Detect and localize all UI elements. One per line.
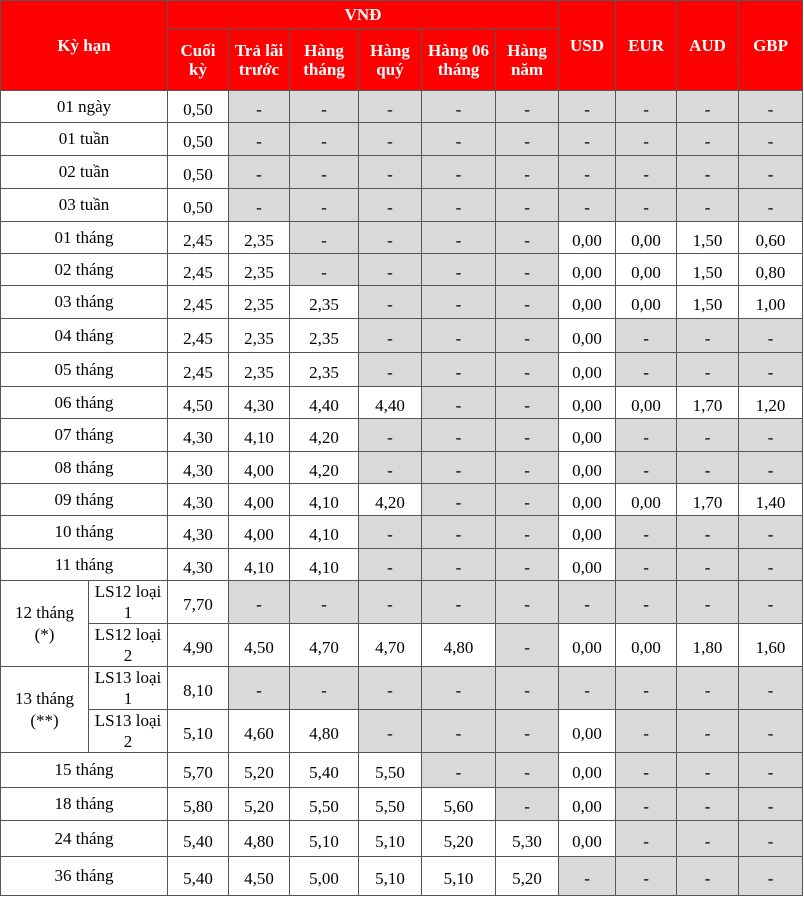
- table-row: [1, 821, 803, 857]
- rate-cell: -: [677, 353, 739, 387]
- rate-cell: -: [677, 91, 739, 123]
- rate-cell: 4,20: [290, 419, 359, 452]
- table-row: [1, 254, 803, 286]
- rate-cell: 1,50: [677, 254, 739, 286]
- term-header: Kỳ hạn: [1, 1, 168, 91]
- rate-cell: 5,20: [422, 821, 496, 857]
- col-header-semiannual: Hàng 06 tháng: [422, 29, 496, 91]
- rate-cell: 4,30: [168, 419, 229, 452]
- rate-cell: 4,40: [359, 387, 422, 419]
- col-header-usd: USD: [559, 1, 616, 91]
- term-label: 15 tháng: [1, 753, 168, 788]
- rate-cell: -: [496, 419, 559, 452]
- rate-cell: -: [496, 387, 559, 419]
- rate-cell: 2,35: [229, 286, 290, 319]
- rate-cell: 1,60: [739, 624, 803, 667]
- term-label: 11 tháng: [1, 549, 168, 581]
- rate-cell: -: [616, 788, 677, 821]
- rate-cell: 4,00: [229, 484, 290, 516]
- rate-cell: 0,00: [559, 821, 616, 857]
- rate-cell: -: [422, 581, 496, 624]
- rate-cell: -: [359, 549, 422, 581]
- rate-cell: 4,10: [290, 484, 359, 516]
- table-row: [1, 624, 803, 667]
- rate-cell: 1,70: [677, 387, 739, 419]
- rate-cell: -: [559, 156, 616, 189]
- rate-cell: -: [616, 549, 677, 581]
- rate-cell: -: [739, 788, 803, 821]
- sub-term-label: LS12 loại 1: [89, 581, 168, 624]
- rate-cell: 0,00: [559, 624, 616, 667]
- rate-cell: -: [496, 353, 559, 387]
- rate-cell: -: [616, 123, 677, 156]
- rate-cell: 1,20: [739, 387, 803, 419]
- term-label: 01 ngày: [1, 91, 168, 123]
- rate-cell: -: [359, 419, 422, 452]
- rate-cell: 0,50: [168, 156, 229, 189]
- rate-cell: 5,10: [359, 857, 422, 896]
- rate-cell: 5,20: [496, 857, 559, 896]
- rate-cell: 0,00: [559, 353, 616, 387]
- rate-cell: 5,20: [229, 753, 290, 788]
- rate-cell: -: [677, 710, 739, 753]
- col-header-monthly: Hàng tháng: [290, 29, 359, 91]
- rate-cell: -: [496, 156, 559, 189]
- rate-cell: -: [616, 452, 677, 484]
- rate-cell: 4,30: [168, 484, 229, 516]
- rate-cell: -: [229, 581, 290, 624]
- rate-cell: 4,00: [229, 452, 290, 484]
- col-header-aud: AUD: [677, 1, 739, 91]
- table-row: [1, 857, 803, 896]
- rate-cell: 0,00: [559, 319, 616, 353]
- rate-cell: 2,35: [290, 319, 359, 353]
- rate-cell: -: [677, 319, 739, 353]
- rate-cell: 0,00: [559, 788, 616, 821]
- sub-term-label: LS13 loại 2: [89, 710, 168, 753]
- rate-cell: -: [496, 189, 559, 222]
- rate-cell: -: [422, 387, 496, 419]
- term-label: 01 tháng: [1, 222, 168, 254]
- rate-cell: -: [739, 549, 803, 581]
- table-row: [1, 123, 803, 156]
- rate-cell: 0,00: [616, 484, 677, 516]
- rate-cell: 2,45: [168, 319, 229, 353]
- rate-cell: 8,10: [168, 667, 229, 710]
- rate-cell: 0,00: [616, 387, 677, 419]
- rate-cell: 0,00: [559, 452, 616, 484]
- rate-cell: -: [359, 189, 422, 222]
- rate-cell: -: [422, 484, 496, 516]
- rate-cell: 5,10: [359, 821, 422, 857]
- rate-cell: -: [496, 624, 559, 667]
- rate-cell: 4,30: [229, 387, 290, 419]
- rate-cell: 0,00: [559, 222, 616, 254]
- rate-cell: 4,90: [168, 624, 229, 667]
- rate-cell: -: [616, 710, 677, 753]
- col-header-quarterly: Hàng quý: [359, 29, 422, 91]
- rate-cell: -: [290, 581, 359, 624]
- rate-cell: 5,50: [359, 788, 422, 821]
- rate-cell: 5,60: [422, 788, 496, 821]
- rate-cell: 5,40: [168, 821, 229, 857]
- rate-cell: -: [616, 419, 677, 452]
- rate-cell: -: [422, 254, 496, 286]
- rate-cell: -: [616, 516, 677, 549]
- rate-cell: 1,40: [739, 484, 803, 516]
- table-row: [1, 549, 803, 581]
- rate-cell: 5,40: [168, 857, 229, 896]
- rate-cell: 2,45: [168, 286, 229, 319]
- rate-cell: -: [616, 91, 677, 123]
- rate-cell: -: [677, 156, 739, 189]
- rate-cell: -: [739, 710, 803, 753]
- rate-cell: -: [739, 753, 803, 788]
- rate-cell: -: [616, 156, 677, 189]
- term-label: 10 tháng: [1, 516, 168, 549]
- rate-cell: -: [359, 353, 422, 387]
- rate-cell: -: [422, 123, 496, 156]
- table-row: [1, 581, 803, 624]
- rate-cell: -: [739, 189, 803, 222]
- rate-cell: 7,70: [168, 581, 229, 624]
- rate-cell: 0,00: [559, 254, 616, 286]
- table-row: [1, 788, 803, 821]
- rate-cell: -: [422, 667, 496, 710]
- rate-cell: -: [359, 286, 422, 319]
- rate-cell: 0,00: [559, 753, 616, 788]
- table-row: [1, 484, 803, 516]
- rate-cell: -: [229, 91, 290, 123]
- rate-cell: -: [359, 667, 422, 710]
- table-row: [1, 91, 803, 123]
- term-label: 07 tháng: [1, 419, 168, 452]
- rate-cell: -: [616, 353, 677, 387]
- rate-cell: -: [677, 123, 739, 156]
- rate-cell: 0,60: [739, 222, 803, 254]
- rate-cell: -: [677, 419, 739, 452]
- rate-cell: 0,00: [559, 710, 616, 753]
- rate-cell: 0,00: [559, 387, 616, 419]
- rate-cell: -: [359, 91, 422, 123]
- rate-cell: -: [422, 710, 496, 753]
- rate-cell: 4,50: [168, 387, 229, 419]
- term-label: 02 tuần: [1, 156, 168, 189]
- rate-cell: -: [422, 286, 496, 319]
- table-row: [1, 387, 803, 419]
- sub-term-label: LS13 loại 1: [89, 667, 168, 710]
- rate-cell: 4,40: [290, 387, 359, 419]
- rate-cell: 0,50: [168, 91, 229, 123]
- rate-cell: -: [290, 254, 359, 286]
- rate-cell: -: [290, 91, 359, 123]
- rate-cell: -: [496, 286, 559, 319]
- rate-cell: -: [229, 189, 290, 222]
- sub-term-label: LS12 loại 2: [89, 624, 168, 667]
- col-header-end-term: Cuối kỳ: [168, 29, 229, 91]
- rate-cell: 5,70: [168, 753, 229, 788]
- col-header-gbp: GBP: [739, 1, 803, 91]
- rate-cell: -: [359, 319, 422, 353]
- rate-cell: -: [496, 222, 559, 254]
- rate-cell: -: [677, 189, 739, 222]
- rate-cell: -: [496, 516, 559, 549]
- rate-cell: 4,10: [290, 549, 359, 581]
- table-row: [1, 419, 803, 452]
- rate-cell: -: [739, 319, 803, 353]
- rate-cell: -: [739, 353, 803, 387]
- rate-cell: -: [616, 189, 677, 222]
- rate-cell: -: [559, 123, 616, 156]
- term-label: 06 tháng: [1, 387, 168, 419]
- rate-cell: -: [229, 667, 290, 710]
- table-row: [1, 319, 803, 353]
- rate-cell: -: [290, 222, 359, 254]
- rate-cell: 0,00: [559, 484, 616, 516]
- table-row: [1, 222, 803, 254]
- table-row: [1, 452, 803, 484]
- rate-cell: -: [677, 452, 739, 484]
- group-term-label: 13 tháng (**): [1, 667, 89, 753]
- rate-cell: -: [290, 156, 359, 189]
- rate-cell: -: [496, 452, 559, 484]
- rate-cell: -: [496, 788, 559, 821]
- rate-cell: -: [422, 319, 496, 353]
- table-row: [1, 189, 803, 222]
- rate-cell: 2,35: [229, 254, 290, 286]
- rate-cell: -: [229, 123, 290, 156]
- rate-cell: -: [290, 123, 359, 156]
- rate-cell: 1,70: [677, 484, 739, 516]
- rate-cell: -: [677, 857, 739, 896]
- rate-cell: -: [496, 710, 559, 753]
- rate-cell: -: [616, 667, 677, 710]
- rate-cell: -: [496, 753, 559, 788]
- rate-cell: -: [359, 581, 422, 624]
- rate-cell: 4,60: [229, 710, 290, 753]
- rate-cell: -: [229, 156, 290, 189]
- rate-cell: 0,00: [616, 254, 677, 286]
- rate-cell: -: [359, 710, 422, 753]
- rate-cell: 4,20: [359, 484, 422, 516]
- rate-cell: -: [290, 189, 359, 222]
- rate-cell: -: [290, 667, 359, 710]
- rate-cell: 2,45: [168, 353, 229, 387]
- rate-cell: -: [739, 123, 803, 156]
- rate-cell: -: [496, 484, 559, 516]
- rate-cell: -: [496, 549, 559, 581]
- rate-cell: -: [422, 353, 496, 387]
- rate-cell: 4,30: [168, 549, 229, 581]
- rate-cell: 0,00: [616, 286, 677, 319]
- term-label: 04 tháng: [1, 319, 168, 353]
- rate-cell: -: [616, 319, 677, 353]
- rate-cell: 4,80: [422, 624, 496, 667]
- rate-cell: 5,40: [290, 753, 359, 788]
- rate-cell: -: [422, 516, 496, 549]
- term-label: 02 tháng: [1, 254, 168, 286]
- table-row: [1, 667, 803, 710]
- rate-cell: -: [359, 123, 422, 156]
- rate-cell: -: [422, 549, 496, 581]
- rate-cell: 4,80: [290, 710, 359, 753]
- rate-cell: 5,10: [422, 857, 496, 896]
- rate-cell: -: [559, 581, 616, 624]
- rate-cell: 2,35: [290, 353, 359, 387]
- rate-cell: -: [677, 667, 739, 710]
- rate-cell: 2,35: [229, 222, 290, 254]
- term-label: 18 tháng: [1, 788, 168, 821]
- rate-cell: 0,00: [616, 222, 677, 254]
- rate-cell: -: [359, 452, 422, 484]
- rate-cell: 2,35: [290, 286, 359, 319]
- rate-cell: 2,45: [168, 254, 229, 286]
- rate-cell: -: [422, 156, 496, 189]
- rate-cell: -: [559, 857, 616, 896]
- rate-cell: -: [422, 91, 496, 123]
- rate-cell: -: [422, 189, 496, 222]
- rate-cell: -: [559, 667, 616, 710]
- rate-cell: 4,70: [290, 624, 359, 667]
- rate-cell: -: [422, 452, 496, 484]
- rate-cell: 5,30: [496, 821, 559, 857]
- rate-cell: 0,50: [168, 123, 229, 156]
- rate-cell: 4,30: [168, 516, 229, 549]
- rate-cell: -: [677, 788, 739, 821]
- rate-cell: -: [496, 319, 559, 353]
- rate-cell: 4,80: [229, 821, 290, 857]
- rate-cell: -: [677, 821, 739, 857]
- rate-cell: -: [422, 753, 496, 788]
- rate-cell: -: [496, 581, 559, 624]
- rate-cell: -: [616, 857, 677, 896]
- rate-cell: -: [739, 452, 803, 484]
- table-row: [1, 710, 803, 753]
- rate-cell: 4,20: [290, 452, 359, 484]
- table-row: [1, 516, 803, 549]
- rate-cell: 0,00: [559, 419, 616, 452]
- rate-cell: 5,50: [359, 753, 422, 788]
- rate-cell: -: [677, 516, 739, 549]
- rate-cell: -: [677, 753, 739, 788]
- vnd-group-header: VNĐ: [168, 1, 559, 29]
- rate-cell: 5,80: [168, 788, 229, 821]
- rate-cell: -: [359, 222, 422, 254]
- rate-cell: -: [616, 753, 677, 788]
- rate-cell: -: [739, 821, 803, 857]
- rate-cell: 5,00: [290, 857, 359, 896]
- rate-cell: -: [616, 821, 677, 857]
- col-header-prepaid: Trả lãi trước: [229, 29, 290, 91]
- rate-cell: 5,10: [290, 821, 359, 857]
- table-header: [1, 1, 803, 91]
- rate-cell: -: [616, 581, 677, 624]
- term-label: 05 tháng: [1, 353, 168, 387]
- rate-cell: -: [559, 189, 616, 222]
- rate-cell: 0,00: [616, 624, 677, 667]
- rate-cell: -: [359, 516, 422, 549]
- rate-cell: -: [739, 516, 803, 549]
- rate-cell: 0,50: [168, 189, 229, 222]
- rate-cell: -: [359, 254, 422, 286]
- term-label: 36 tháng: [1, 857, 168, 896]
- rate-cell: -: [496, 254, 559, 286]
- table-row: [1, 286, 803, 319]
- term-label: 01 tuần: [1, 123, 168, 156]
- rate-cell: -: [422, 419, 496, 452]
- rate-cell: -: [739, 156, 803, 189]
- table-row: [1, 156, 803, 189]
- table-row: [1, 753, 803, 788]
- term-label: 08 tháng: [1, 452, 168, 484]
- rate-cell: 4,30: [168, 452, 229, 484]
- table-body: [1, 91, 803, 896]
- rate-cell: 1,50: [677, 222, 739, 254]
- rate-cell: 4,50: [229, 624, 290, 667]
- rate-cell: 2,45: [168, 222, 229, 254]
- rate-cell: -: [677, 581, 739, 624]
- rate-cell: 0,00: [559, 286, 616, 319]
- table-row: [1, 353, 803, 387]
- rate-cell: 2,35: [229, 353, 290, 387]
- term-label: 03 tháng: [1, 286, 168, 319]
- rate-cell: 1,00: [739, 286, 803, 319]
- rate-cell: -: [496, 667, 559, 710]
- rate-cell: -: [739, 857, 803, 896]
- rate-cell: -: [496, 91, 559, 123]
- rate-cell: 0,80: [739, 254, 803, 286]
- rate-cell: 5,50: [290, 788, 359, 821]
- rate-cell: -: [422, 222, 496, 254]
- term-label: 09 tháng: [1, 484, 168, 516]
- rate-cell: 4,10: [229, 419, 290, 452]
- term-label: 03 tuần: [1, 189, 168, 222]
- rate-cell: 5,20: [229, 788, 290, 821]
- rate-cell: 1,50: [677, 286, 739, 319]
- col-header-annual: Hàng năm: [496, 29, 559, 91]
- rate-cell: -: [739, 581, 803, 624]
- rate-cell: -: [359, 156, 422, 189]
- col-header-eur: EUR: [616, 1, 677, 91]
- rate-cell: -: [559, 91, 616, 123]
- rate-cell: -: [739, 91, 803, 123]
- group-term-label: 12 tháng (*): [1, 581, 89, 667]
- rate-cell: 0,00: [559, 516, 616, 549]
- rate-cell: 5,10: [168, 710, 229, 753]
- rate-cell: -: [496, 123, 559, 156]
- rate-cell: 4,00: [229, 516, 290, 549]
- rate-cell: 1,80: [677, 624, 739, 667]
- rate-cell: -: [677, 549, 739, 581]
- rate-cell: -: [739, 419, 803, 452]
- term-label: 24 tháng: [1, 821, 168, 857]
- rate-cell: 4,70: [359, 624, 422, 667]
- rate-cell: 4,50: [229, 857, 290, 896]
- rate-cell: 0,00: [559, 549, 616, 581]
- rate-cell: 4,10: [229, 549, 290, 581]
- rate-cell: 4,10: [290, 516, 359, 549]
- rate-cell: -: [739, 667, 803, 710]
- rate-cell: 2,35: [229, 319, 290, 353]
